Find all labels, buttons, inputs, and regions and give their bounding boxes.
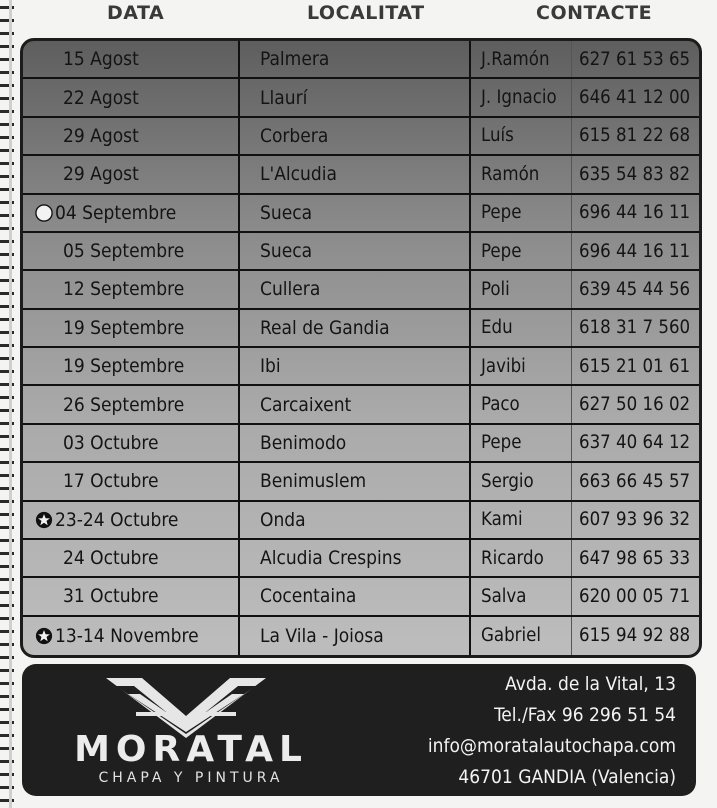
star-icon: [35, 627, 53, 645]
address-line: Avda. de la Vital, 13: [505, 673, 676, 695]
locality-cell: Benimuslem: [260, 470, 367, 493]
date-text: 31 Octubre: [63, 585, 159, 608]
date-cell: [39, 578, 234, 614]
date-text: 19 Septembre: [63, 355, 185, 378]
date-text: 13-14 Novembre: [55, 624, 199, 647]
contact-phone-cell: 635 54 83 82: [579, 163, 691, 185]
locality-cell: Carcaixent: [260, 393, 352, 416]
contact-phone-cell: 639 45 44 56: [579, 278, 691, 300]
date-text: 23-24 Octubre: [55, 508, 179, 531]
table-row: [23, 617, 699, 655]
moon-icon: [35, 204, 53, 222]
contact-phone-cell: 615 21 01 61: [579, 355, 691, 377]
contact-name-cell: Sergio: [481, 470, 534, 492]
date-cell: [39, 617, 234, 655]
date-text: 26 Septembre: [63, 393, 185, 416]
date-text: 15 Agost: [63, 48, 139, 71]
spiral-binding: [0, 0, 14, 808]
date-text: 29 Agost: [63, 163, 139, 186]
table-row: [23, 463, 699, 501]
table-row: [23, 386, 699, 424]
table-row: [23, 310, 699, 348]
locality-cell: La Vila - Joiosa: [260, 624, 384, 647]
table-row: [23, 118, 699, 156]
schedule-table: [20, 38, 702, 658]
contact-phone-cell: 627 50 16 02: [579, 394, 691, 416]
table-row: [23, 79, 699, 117]
sponsor-banner: [22, 664, 696, 796]
header-locality: LOCALITAT: [307, 2, 425, 24]
locality-cell: Corbera: [260, 124, 329, 147]
locality-cell: Sueca: [260, 240, 313, 263]
date-text: 22 Agost: [63, 86, 139, 109]
date-text: 24 Octubre: [63, 547, 159, 570]
locality-cell: Cullera: [260, 278, 321, 301]
contact-phone-cell: 627 61 53 65: [579, 48, 691, 70]
date-cell: [39, 271, 234, 307]
date-cell: [39, 195, 234, 231]
table-row: [23, 233, 699, 271]
date-text: 05 Septembre: [63, 240, 185, 263]
contact-phone-cell: 647 98 65 33: [579, 547, 691, 569]
column-headers: [20, 0, 700, 28]
contact-name-cell: Paco: [481, 394, 520, 416]
date-cell: [39, 463, 234, 499]
brand-name: MORATAL: [74, 729, 308, 770]
date-text: 04 Septembre: [55, 201, 177, 224]
contact-phone-cell: 615 94 92 88: [579, 625, 691, 647]
contact-name-cell: Pepe: [481, 240, 522, 262]
contact-phone-cell: 637 40 64 12: [579, 432, 691, 454]
contact-name-cell: Ramón: [481, 163, 540, 185]
locality-cell: Onda: [260, 508, 306, 531]
table-row: [23, 271, 699, 309]
table-row: [23, 540, 699, 578]
contact-phone-cell: 646 41 12 00: [579, 87, 691, 109]
locality-cell: Palmera: [260, 48, 330, 71]
date-cell: [39, 425, 234, 461]
email-line: info@moratalautochapa.com: [427, 735, 676, 757]
date-cell: [39, 502, 234, 538]
contact-name-cell: Pepe: [481, 202, 522, 224]
locality-cell: Llaurí: [260, 86, 308, 109]
locality-cell: Real de Gandia: [260, 316, 390, 339]
contact-name-cell: Ricardo: [481, 547, 544, 569]
contact-phone-cell: 696 44 16 11: [579, 240, 691, 262]
phone-line: Tel./Fax 96 296 51 54: [494, 704, 676, 726]
date-text: 03 Octubre: [63, 431, 159, 454]
date-text: 19 Septembre: [63, 316, 185, 339]
date-cell: [39, 156, 234, 192]
table-row: [23, 41, 699, 79]
brand-tagline: CHAPA Y PINTURA: [98, 770, 284, 786]
locality-cell: Cocentaina: [260, 585, 357, 608]
contact-phone-cell: 696 44 16 11: [579, 202, 691, 224]
contact-name-cell: J.Ramón: [481, 48, 550, 70]
date-cell: [39, 41, 234, 77]
date-text: 29 Agost: [63, 124, 139, 147]
date-text: 12 Septembre: [63, 278, 185, 301]
locality-cell: Benimodo: [260, 431, 347, 454]
table-row: [23, 195, 699, 233]
contact-phone-cell: 607 93 96 32: [579, 509, 691, 531]
locality-cell: Alcudia Crespins: [260, 547, 402, 570]
date-cell: [39, 79, 234, 115]
locality-cell: L'Alcudia: [260, 163, 337, 186]
date-cell: [39, 310, 234, 346]
table-row: [23, 156, 699, 194]
contact-name-cell: Edu: [481, 317, 513, 339]
city-line: 46701 GANDIA (Valencia): [458, 766, 676, 788]
date-cell: [39, 348, 234, 384]
header-date: DATA: [107, 2, 165, 24]
star-icon: [35, 511, 53, 529]
contact-phone-cell: 620 00 05 71: [579, 585, 691, 607]
contact-name-cell: Javibi: [481, 355, 526, 377]
contact-name-cell: Salva: [481, 585, 527, 607]
contact-name-cell: Poli: [481, 278, 510, 300]
table-row: [23, 502, 699, 540]
table-row: [23, 348, 699, 386]
contact-name-cell: Kami: [481, 509, 523, 531]
date-text: 17 Octubre: [63, 470, 159, 493]
contact-name-cell: J. Ignacio: [481, 87, 557, 109]
contact-phone-cell: 663 66 45 57: [579, 470, 691, 492]
contact-phone-cell: 618 31 7 560: [579, 317, 691, 339]
contact-phone-cell: 615 81 22 68: [579, 125, 691, 147]
contact-name-cell: Gabriel: [481, 625, 541, 647]
date-cell: [39, 386, 234, 422]
date-cell: [39, 233, 234, 269]
contact-name-cell: Pepe: [481, 432, 522, 454]
locality-cell: Ibi: [260, 355, 281, 378]
table-row: [23, 578, 699, 616]
table-row: [23, 425, 699, 463]
contact-name-cell: Luís: [481, 125, 514, 147]
locality-cell: Sueca: [260, 201, 313, 224]
date-cell: [39, 540, 234, 576]
date-cell: [39, 118, 234, 154]
header-contact: CONTACTE: [536, 2, 653, 24]
